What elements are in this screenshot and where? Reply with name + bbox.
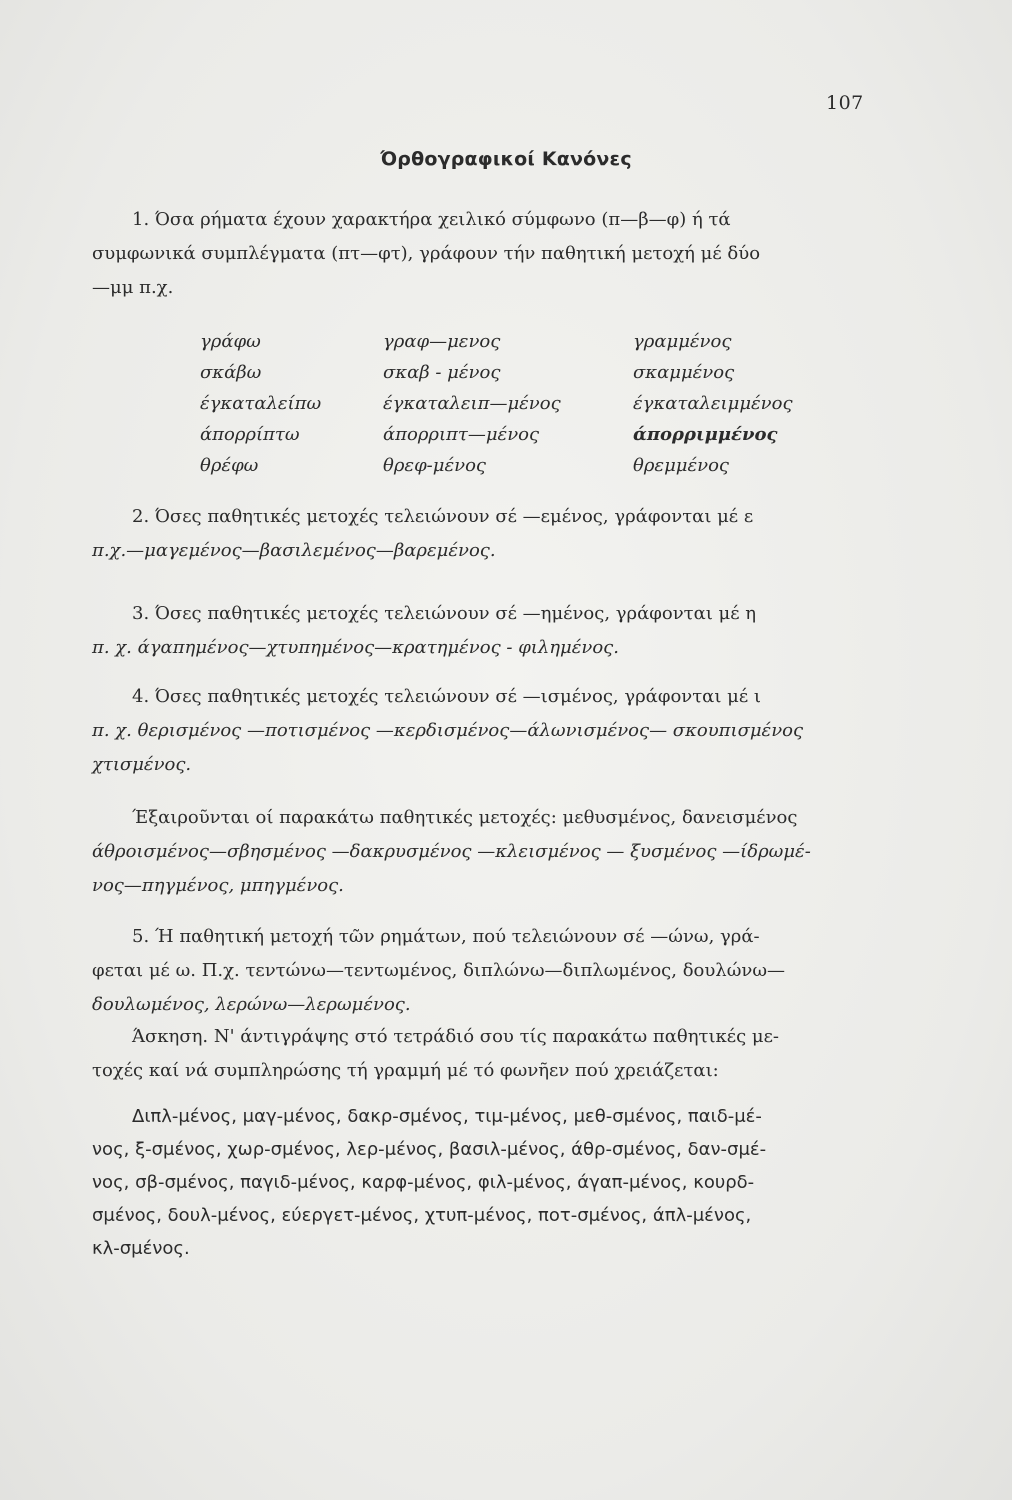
exercise-line-2: τοχές καί νά συμπληρώσης τή γραμμή μέ τό φωνῆεν πού χρειάζεται: [92, 1060, 719, 1081]
verb-split: σκαβ - μένος [383, 362, 501, 383]
page-number: 107 [826, 92, 864, 114]
rule-4 [92, 680, 882, 782]
rule-3-line-2: π. χ. άγαπημένος—χτυπημένος—κρατημένος - φιλημένος. [92, 637, 619, 658]
rule-4-line-2: π. χ. θερισμένος —ποτισμένος —κερδισμένος—άλωνισμένος— σκουπισμένος [92, 720, 804, 741]
rule-1-line-3: —μμ π.χ. [92, 277, 174, 298]
verb: γράφω [200, 331, 261, 352]
rule-4-line-3: χτισμένος. [92, 754, 192, 775]
verb: άπορρίπτω [200, 424, 300, 445]
exercise-line-1: Άσκηση. Ν' άντιγράψης στό τετράδιό σου τίς παρακάτω παθητικές με- [132, 1026, 779, 1047]
verb-participle: άπορριμμένος [633, 424, 778, 445]
verb: σκάβω [200, 362, 262, 383]
rule-3 [92, 597, 882, 665]
exercise-words-line-4: σμένος, δουλ-μένος, εύεργετ-μένος, χτυπ-μένος, ποτ-σμένος, άπλ-μένος, [92, 1205, 752, 1226]
exercise-words-line-3: νος, σβ-σμένος, παγιδ-μένος, καρφ-μένος, φιλ-μένος, άγαπ-μένος, κουρδ- [92, 1172, 755, 1193]
verb: θρέφω [200, 455, 259, 476]
exercise-words-line-2: νος, ξ-σμένος, χωρ-σμένος, λερ-μένος, βασιλ-μένος, άθρ-σμένος, δαν-σμέ- [92, 1139, 767, 1160]
rule-2-line-2: π.χ.—μαγεμένος—βασιλεμένος—βαρεμένος. [92, 540, 496, 561]
rule-5-line-2: φεται μέ ω. Π.χ. τεντώνω—τεντωμένος, διπλώνω—διπλωμένος, δουλώνω— [92, 960, 786, 981]
verb-participle: θρεμμένος [633, 455, 729, 476]
verb-split: γραφ—μενος [383, 331, 501, 352]
rule-5-line-3: δουλωμένος, λερώνω—λερωμένος. [92, 994, 411, 1015]
verb-split: έγκαταλειπ—μένος [383, 393, 561, 414]
rule-1-line-1: 1. Όσα ρήματα έχουν χαρακτήρα χειλικό σύμφωνο (π—β—φ) ή τά [132, 209, 731, 230]
verb-participle: σκαμμένος [633, 362, 735, 383]
exceptions [92, 801, 882, 903]
rule-5 [92, 920, 882, 1022]
verb-participle: έγκαταλειμμένος [633, 393, 793, 414]
rule-3-line-1: 3. Όσες παθητικές μετοχές τελειώνουν σέ —ημένος, γράφονται μέ η [132, 603, 757, 624]
exceptions-line-3: νος—πηγμένος, μπηγμένος. [92, 875, 344, 896]
rule-5-line-1: 5. Ή παθητική μετοχή τῶν ρημάτων, πού τελειώνουν σέ —ώνω, γρά- [132, 926, 760, 947]
rule-2-line-1: 2. Όσες παθητικές μετοχές τελειώνουν σέ —εμένος, γράφονται μέ ε [132, 506, 754, 527]
verb: έγκαταλείπω [200, 393, 322, 414]
verb-participle: γραμμένος [633, 331, 732, 352]
exercise-words [92, 1100, 892, 1265]
verb-split: άπορριπτ—μένος [383, 424, 540, 445]
page-title: Όρθογραφικοί Κανόνες [380, 148, 632, 170]
exercise-words-line-1: Διπλ-μένος, μαγ-μένος, δακρ-σμένος, τιμ-μένος, μεθ-σμένος, παιδ-μέ- [132, 1106, 762, 1127]
exceptions-line-1: Έξαιροῦνται οί παρακάτω παθητικές μετοχές: μεθυσμένος, δανεισμένος [132, 807, 798, 828]
verb-split: θρεφ-μένος [383, 455, 486, 476]
exercise [92, 1020, 882, 1088]
rule-4-line-1: 4. Όσες παθητικές μετοχές τελειώνουν σέ —ισμένος, γράφονται μέ ι [132, 686, 761, 707]
exercise-words-line-5: κλ-σμένος. [92, 1238, 190, 1259]
exceptions-line-2: άθροισμένος—σβησμένος —δακρυσμένος —κλεισμένος — ξυσμένος —ίδρωμέ- [92, 841, 811, 862]
rule-2 [92, 500, 882, 568]
rule-1 [92, 203, 882, 305]
rule-1-line-2: συμφωνικά συμπλέγματα (πτ—φτ), γράφουν τήν παθητική μετοχή μέ δύο [92, 243, 761, 264]
